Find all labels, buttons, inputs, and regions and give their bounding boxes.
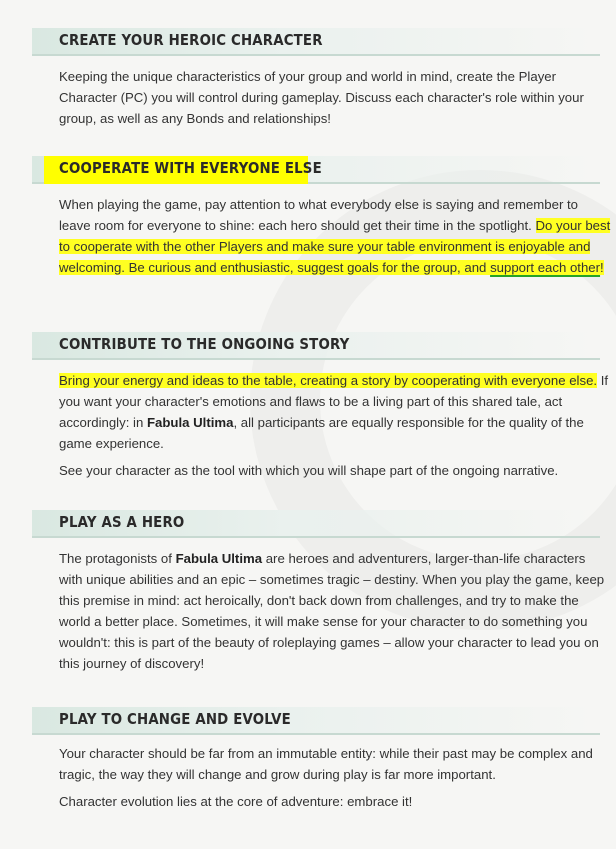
text-run: The protagonists of bbox=[59, 551, 172, 566]
paragraph: Character evolution lies at the core of adventure: embrace it! bbox=[59, 794, 413, 809]
bold-title: Fabula Ultima bbox=[175, 551, 263, 566]
paragraph bbox=[59, 194, 611, 278]
section-body bbox=[59, 743, 611, 812]
underlined-text: support each other bbox=[490, 260, 601, 275]
highlighted-text: Do your best to cooperate with the other Players and make sure your table environment is enjoyable and welcoming. Be curious and enthusiastic, suggest goals for the group, and bbox=[59, 218, 611, 275]
section-heading-bar bbox=[32, 332, 600, 360]
section-change-evolve bbox=[32, 707, 600, 809]
bold-title: Fabula Ultima bbox=[146, 415, 234, 430]
text-run: If you want your character's emotions and flaws to be a living part of this shared tale, act accordingly: in bbox=[59, 373, 609, 430]
highlighted-text: Bring your energy and ideas to the table, creating a story by cooperating with everyone else. bbox=[59, 373, 598, 388]
section-heading: CONTRIBUTE TO THE ONGOING STORY bbox=[59, 335, 350, 353]
section-create-character bbox=[32, 28, 600, 126]
section-heading: COOPERATE WITH EVERYONE ELSE bbox=[59, 159, 322, 177]
section-body bbox=[59, 370, 611, 481]
section-play-hero bbox=[32, 510, 605, 671]
section-heading-bar bbox=[32, 156, 600, 184]
text-run: , all participants are equally responsible for the quality of the game experience. bbox=[59, 415, 584, 451]
section-body bbox=[59, 548, 611, 674]
text-run: ! bbox=[600, 260, 604, 275]
section-body bbox=[59, 194, 611, 278]
section-cooperate bbox=[32, 156, 611, 275]
paragraph: Keeping the unique characteristics of your group and world in mind, create the Player Character (PC) you will control during gameplay. Discuss each character's role within your group, as well as any Bonds and relationships! bbox=[59, 69, 584, 126]
paragraph bbox=[59, 370, 611, 454]
section-heading-bar bbox=[32, 28, 600, 56]
paragraph: See your character as the tool with which you will shape part of the ongoing narrative. bbox=[59, 463, 559, 478]
text-run: are heroes and adventurers, larger-than-life characters with unique abilities and an epic – sometimes tragic – destiny. When you play the game, keep this premise in mind: act heroically, don't back down from challenges, and try to make the world a better place. Sometimes, it will make sense for your character to do something you wouldn't: this is part of the beauty of roleplaying games – allow your character to lead you on this journey of discovery! bbox=[59, 551, 605, 671]
section-contribute bbox=[32, 332, 609, 478]
section-body bbox=[59, 66, 611, 129]
section-heading: PLAY AS A HERO bbox=[59, 513, 185, 531]
section-heading-bar bbox=[32, 707, 600, 735]
section-heading: CREATE YOUR HEROIC CHARACTER bbox=[59, 31, 323, 49]
section-heading-bar bbox=[32, 510, 600, 538]
text-run: When playing the game, pay attention to what everybody else is saying and remember to leave room for everyone to shine: each hero should get their time in the spotlight. bbox=[59, 197, 579, 233]
section-heading: PLAY TO CHANGE AND EVOLVE bbox=[59, 710, 291, 728]
paragraph: Your character should be far from an immutable entity: while their past may be complex and tragic, the way they will change and grow during play is far more important. bbox=[59, 746, 593, 782]
paragraph bbox=[59, 548, 611, 674]
